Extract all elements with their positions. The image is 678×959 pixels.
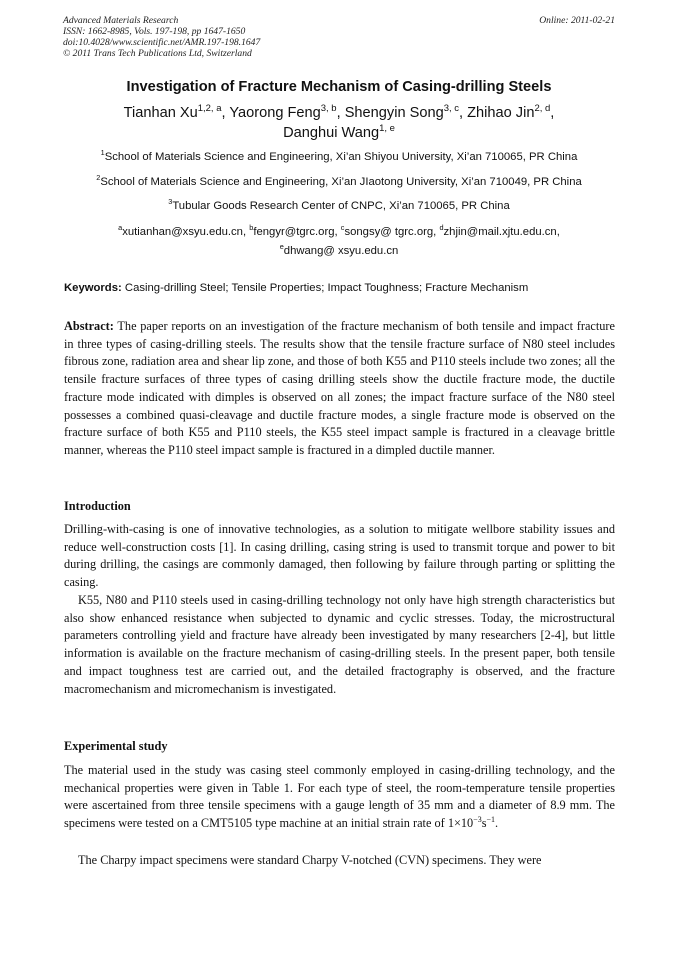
introduction-paragraph-2: K55, N80 and P110 steels used in casing-drilling technology not only have high strength characteristics but also show enhanced resistance when subjected to dynamic and cyclic stresses. Today, the microstructural parameters controlling yield and fracture have already been investigated by many researchers [2-4], but little information is available on the fracture mechanism of casing-drilling steels. In the present paper, both tensile and impact toughness test are carried out, and the detailed fractography is observed, and the fracture macromechanism and micromechanism is investigated. [64,593,615,696]
strain-rate: $1\times 10^{-3}s^{-1}$. [447,815,499,831]
author: Tianhan Xu$^{1,2, a}$, [123,103,230,121]
keywords [64,282,616,294]
issn-line: ISSN: 1662-8985, Vols. 197-198, pp 1647-1650 [63,26,246,37]
journal-name: Advanced Materials Research [63,15,179,26]
copyright-line: © 2011 Trans Tech Publications Ltd, Switzerland [63,48,252,59]
abstract [64,318,615,460]
abstract-label: Abstract: [64,319,114,333]
keywords-text: Casing-drilling Steel; Tensile Properties; Impact Toughness; Fracture Mechanism [124,282,529,294]
introduction-heading: Introduction [64,499,131,513]
author: Zhihao Jin$^{2, d}$, [467,103,555,121]
experimental-heading: Experimental study [64,739,168,753]
keywords-label: Keywords: [64,282,122,294]
email-list [40,223,638,261]
abstract-text: The paper reports on an investigation of the fracture mechanism of both tensile and impact fracture in three types of casing-drilling steels. The results show that the tensile fracture surface of N80 steel includes fibrous zone, radiation area and shear lip zone, and those of both K55 and P110 steels include two zones; all the tensile fracture surfaces of three types of casing drilling steels show the ductile fracture mode, the ductile fracture mode indicated with dimples is observed on all zones; the impact fracture surface of the N80 steel possesses a combined quasi-cleavage and ductile fracture modes, a single fracture mode is observed on the fracture surface of both K55 and P110 steels, the K55 steel impact sample is fractured in a cleavage brittle manner, whereas the P110 steel impact sample is fractured in a dimpled ductile manner. [64,319,615,457]
email[interactable]: $^e$dhwang@ xsyu.edu.cn [279,242,399,257]
email[interactable]: $^b$fengyr@tgrc.org, [249,223,341,238]
online-date: Online: 2011-02-21 [539,15,615,26]
author: Shengyin Song$^{3, c}$, [344,103,468,121]
affiliation-2: $^2$School of Materials Science and Engineering, Xi’an JIaotong University, Xi’an 710049, PR China [96,173,582,188]
introduction-paragraph-1: Drilling-with-casing is one of innovative technologies, as a solution to mitigate wellbore stability issues and reduce well-construction costs [1]. In casing drilling, casing string is used to transmit torque and power to bit during drilling, the casings are commonly damaged, then following by failure through parting or splitting the casing. [64,522,615,590]
journal-header [63,15,615,59]
email[interactable]: $^d$zhjin@mail.xjtu.edu.cn, [439,223,560,238]
author: Danghui Wang$^{1, e}$ [283,123,395,141]
affiliation-1: $^1$School of Materials Science and Engineering, Xi’an Shiyou University, Xi’an 710065, PR China [100,148,578,163]
author-list [40,103,638,143]
doi-line: doi:10.4028/www.scientific.net/AMR.197-198.1647 [63,37,261,48]
email[interactable]: $^c$songsy@ tgrc.org, [340,223,440,238]
experimental-paragraph-1: The material used in the study was casing steel commonly employed in casing-drilling technology, and the mechanical properties were given in Table 1. For each type of steel, the room-temperature tensile properties were ascertained from three tensile specimens with a gauge length of 35 mm and a diameter of 8.9 mm. The specimens were tested on a CMT5105 type machine at an initial strain rate of $1\times 10^{-3}s^{-1}$. [64,763,615,831]
affiliation-3: $^3$Tubular Goods Research Center of CNPC, Xi’an 710065, PR China [168,197,510,212]
email[interactable]: $^a$xutianhan@xsyu.edu.cn, [118,223,250,238]
paper-title: Investigation of Fracture Mechanism of Casing-drilling Steels [126,79,552,95]
author: Yaorong Feng$^{3, b}$, [229,103,345,121]
experimental-paragraph-2: The Charpy impact specimens were standard Charpy V-notched (CVN) specimens. They were [78,853,542,867]
